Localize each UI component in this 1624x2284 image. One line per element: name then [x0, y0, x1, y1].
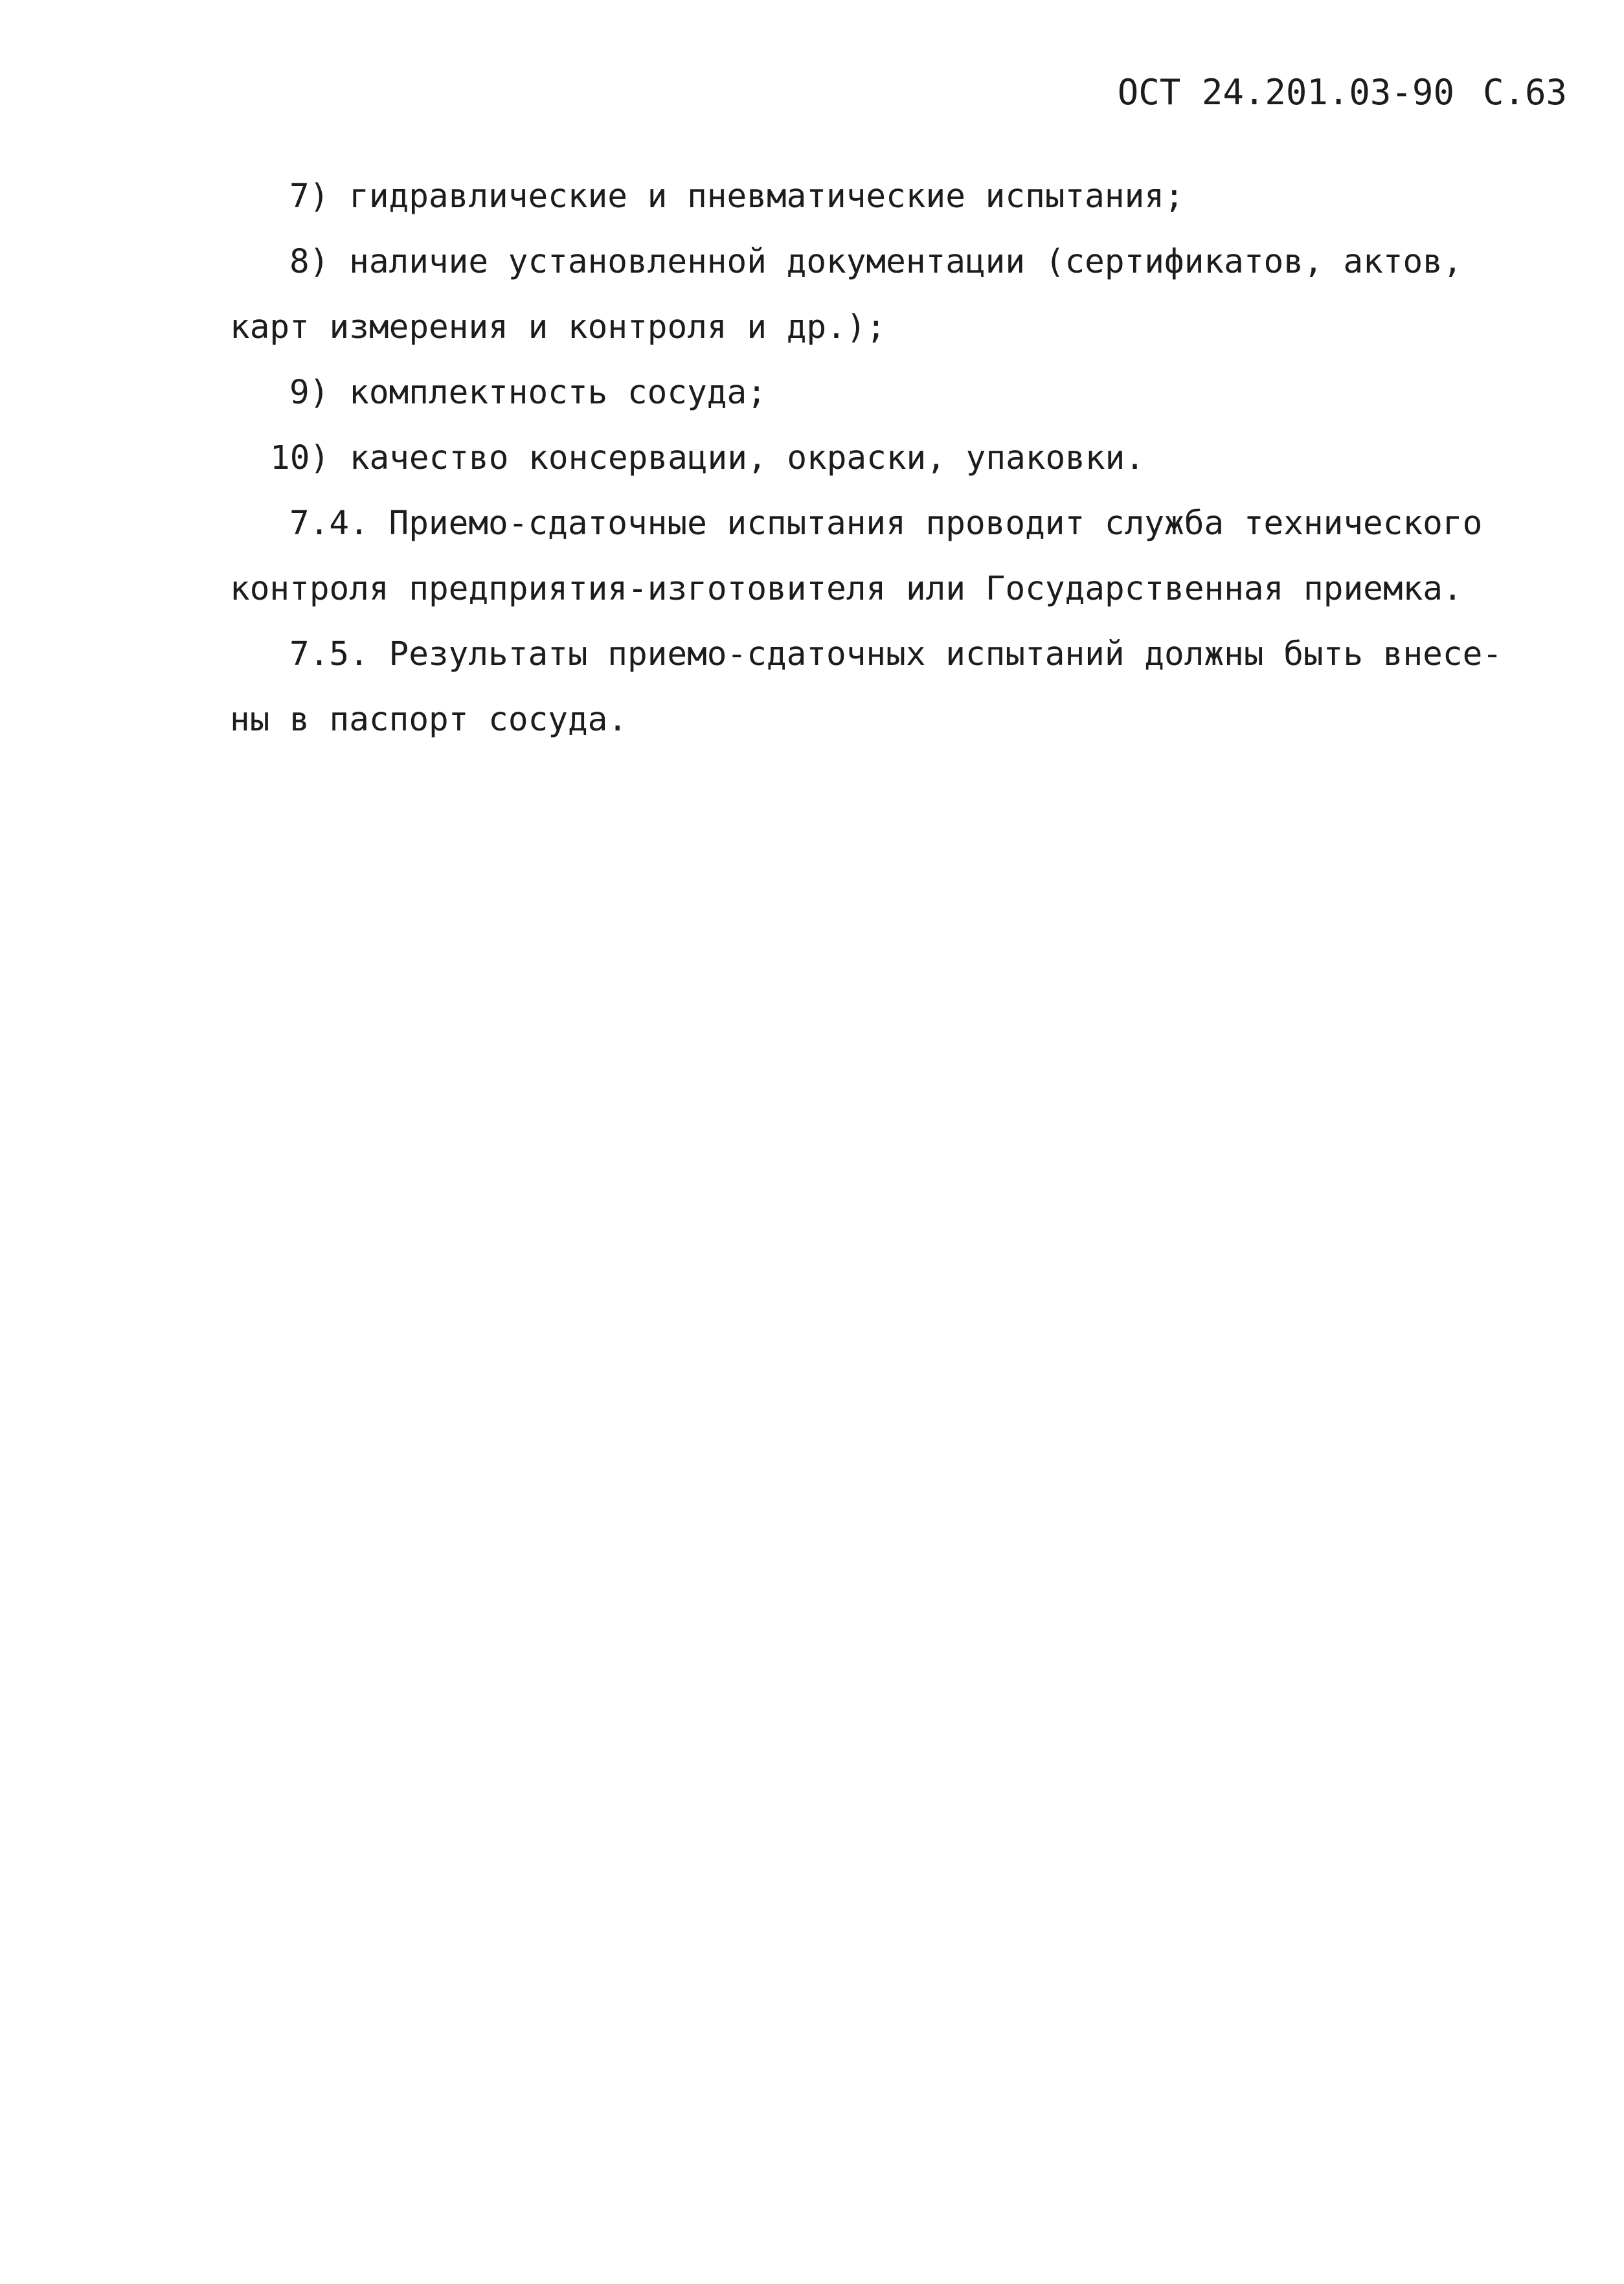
page-header — [1036, 70, 1567, 115]
list-item-8-continuation: карт измерения и контроля и др.); — [230, 308, 886, 346]
list-item-10: 10) качество консервации, окраски, упаковки. — [270, 439, 1145, 477]
list-item-8: 8) наличие установленной документации (сертификатов, актов, — [289, 243, 1463, 281]
clause-7-4: 7.4. Приемо-сдаточные испытания проводит служба технического — [289, 504, 1483, 543]
clause-7-5: 7.5. Результаты приемо-сдаточных испытаний должны быть внесе- — [289, 635, 1502, 673]
list-item-9: 9) комплектность сосуда; — [289, 374, 767, 412]
list-item-7: 7) гидравлические и пневматические испытания; — [289, 177, 1184, 216]
document-body — [230, 164, 1531, 752]
clause-7-4-continuation: контроля предприятия-изготовителя или Государственная приемка. — [230, 570, 1463, 608]
document-code: ОСТ 24.201.03-90 — [1117, 72, 1454, 113]
page-number: С.63 — [1482, 72, 1567, 113]
clause-7-5-continuation: ны в паспорт сосуда. — [230, 701, 628, 739]
